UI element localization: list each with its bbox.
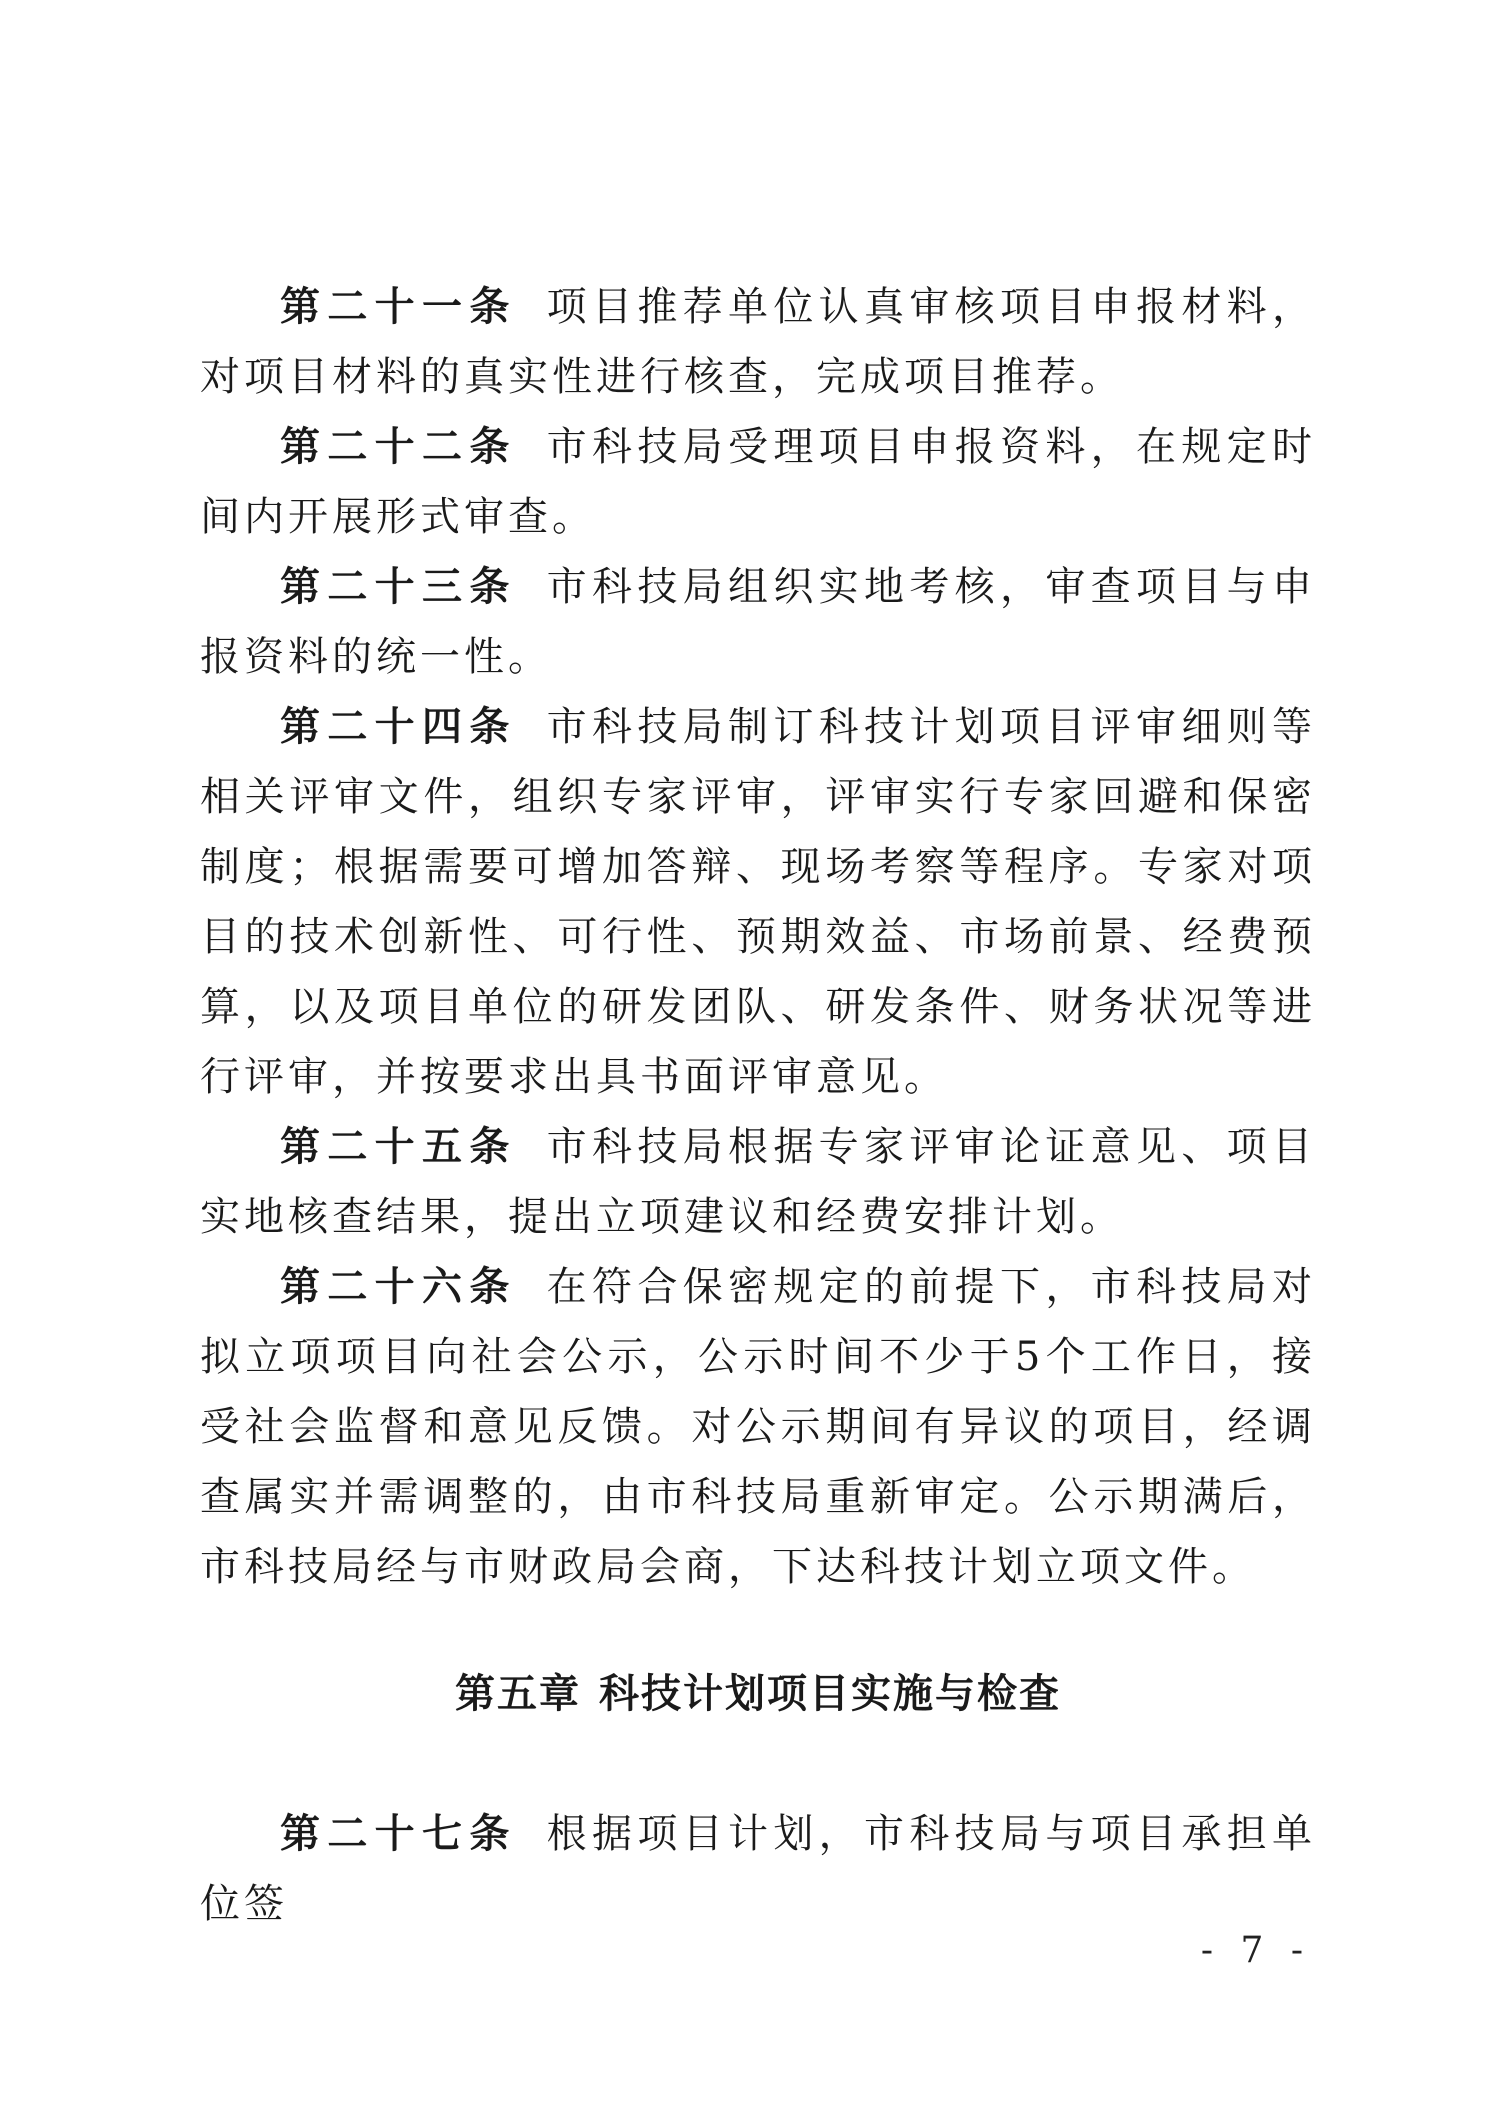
article-text: 市科技局根据专家评审论证意见、项目实地核查结果，提出立项建议和经费安排计划。: [200, 1124, 1317, 1240]
spacer: [200, 1729, 1316, 1799]
page-number: - 7 -: [1200, 1930, 1311, 1971]
document-body: [200, 272, 1316, 1939]
article-27: [200, 1799, 1316, 1939]
article-26: [200, 1252, 1316, 1602]
chapter-heading: [200, 1659, 1316, 1729]
article-24: [200, 692, 1316, 1112]
spacer: [200, 1602, 1316, 1659]
article-text: 根据项目计划，市科技局与项目承担单位签: [200, 1811, 1317, 1927]
article-number: 第二十二条: [280, 424, 517, 470]
article-number: 第二十七条: [280, 1811, 517, 1857]
article-text: 在符合保密规定的前提下，市科技局对拟立项项目向社会公示，公示时间不少于5个工作日，接受社会监督和意见反馈。对公示期间有异议的项目，经调查属实并需调整的，由市科技局重新审定。公示期满后，市科技局经与市财政局会商，下达科技计划立项文件。: [200, 1264, 1317, 1590]
article-number: 第二十三条: [280, 564, 517, 610]
article-22: [200, 412, 1316, 552]
article-text: 市科技局制订科技计划项目评审细则等相关评审文件，组织专家评审，评审实行专家回避和保密制度；根据需要可增加答辩、现场考察等程序。专家对项目的技术创新性、可行性、预期效益、市场前景、经费预算，以及项目单位的研发团队、研发条件、财务状况等进行评审，并按要求出具书面评审意见。: [200, 704, 1317, 1100]
article-text: 市科技局受理项目申报资料，在规定时间内开展形式审查。: [200, 424, 1317, 540]
chapter-number: 第五章: [455, 1671, 581, 1717]
article-number: 第二十四条: [280, 704, 517, 750]
article-number: 第二十五条: [280, 1124, 517, 1170]
chapter-title: 科技计划项目实施与检查: [599, 1671, 1061, 1717]
article-number: 第二十一条: [280, 284, 517, 330]
article-text: 项目推荐单位认真审核项目申报材料，对项目材料的真实性进行核查，完成项目推荐。: [200, 284, 1317, 400]
article-25: [200, 1112, 1316, 1252]
article-text: 市科技局组织实地考核，审查项目与申报资料的统一性。: [200, 564, 1317, 680]
article-21: [200, 272, 1316, 412]
article-number: 第二十六条: [280, 1264, 517, 1310]
article-23: [200, 552, 1316, 692]
